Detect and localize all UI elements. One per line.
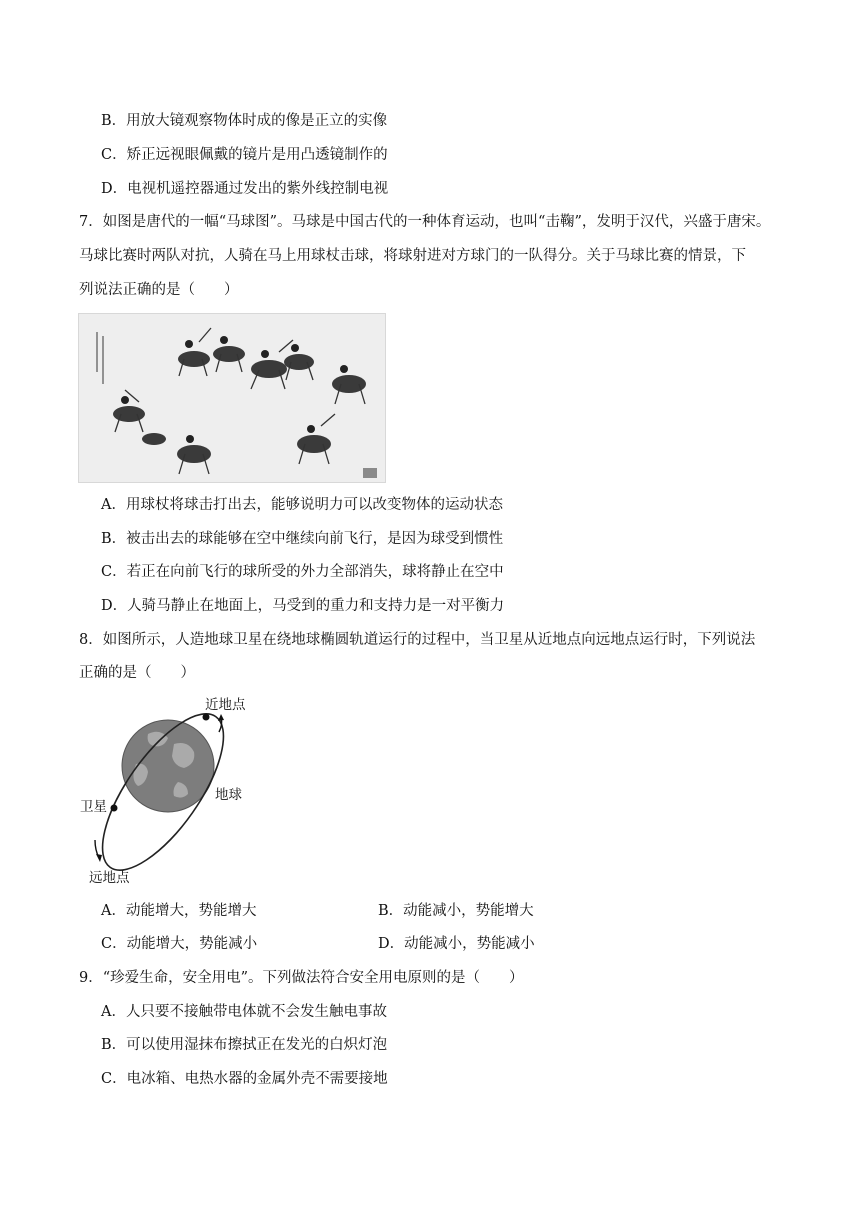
satellite-label: 卫星	[80, 799, 107, 815]
q7-option-a: A．用球杖将球击打出去，能够说明力可以改变物体的运动状态	[101, 497, 503, 513]
satellite-orbit-diagram	[78, 694, 258, 888]
q9-stem: 9．“珍爱生命，安全用电”。下列做法符合安全用电原则的是（ ）	[79, 970, 524, 986]
q7-option-c: C．若正在向前飞行的球所受的外力全部消失，球将静止在空中	[101, 564, 504, 580]
polo-painting-image	[78, 313, 386, 483]
q6-option-c: C．矫正远视眼佩戴的镜片是用凸透镜制作的	[101, 147, 388, 163]
q7-stem-line2: 马球比赛时两队对抗，人骑在马上用球杖击球，将球射进对方球门的一队得分。关于马球比赛的情景，下	[79, 248, 746, 264]
q7-option-b: B．被击出去的球能够在空中继续向前飞行，是因为球受到惯性	[101, 531, 504, 547]
apogee-label: 远地点	[89, 870, 130, 886]
q8-option-a: A．动能增大，势能增大	[101, 903, 257, 919]
q8-stem-line2: 正确的是（ ）	[79, 665, 195, 681]
q7-stem-line1: 7．如图是唐代的一幅“马球图”。马球是中国古代的一种体育运动，也叫“击鞠”，发明于汉代，兴盛于唐宋。	[79, 214, 771, 230]
q9-option-b: B．可以使用湿抹布擦拭正在发光的白炽灯泡	[101, 1037, 388, 1053]
q8-option-c: C．动能增大，势能减小	[101, 936, 258, 952]
q6-option-b: B．用放大镜观察物体时成的像是正立的实像	[101, 113, 388, 129]
earth-label: 地球	[215, 787, 242, 803]
perigee-label: 近地点	[205, 697, 246, 713]
q8-stem-line1: 8．如图所示，人造地球卫星在绕地球椭圆轨道运行的过程中，当卫星从近地点向远地点运行时，下列说法	[79, 632, 756, 648]
q8-option-b: B．动能减小，势能增大	[378, 903, 534, 919]
q9-option-c: C．电冰箱、电热水器的金属外壳不需要接地	[101, 1071, 388, 1087]
q6-option-d: D．电视机遥控器通过发出的紫外线控制电视	[101, 181, 389, 197]
q9-option-a: A．人只要不接触带电体就不会发生触电事故	[101, 1004, 387, 1020]
polo-painting-illustration	[79, 314, 385, 482]
q7-option-d: D．人骑马静止在地面上，马受到的重力和支持力是一对平衡力	[101, 598, 505, 614]
q8-option-d: D．动能减小，势能减小	[378, 936, 535, 952]
q7-stem-line3: 列说法正确的是（ ）	[79, 282, 239, 298]
